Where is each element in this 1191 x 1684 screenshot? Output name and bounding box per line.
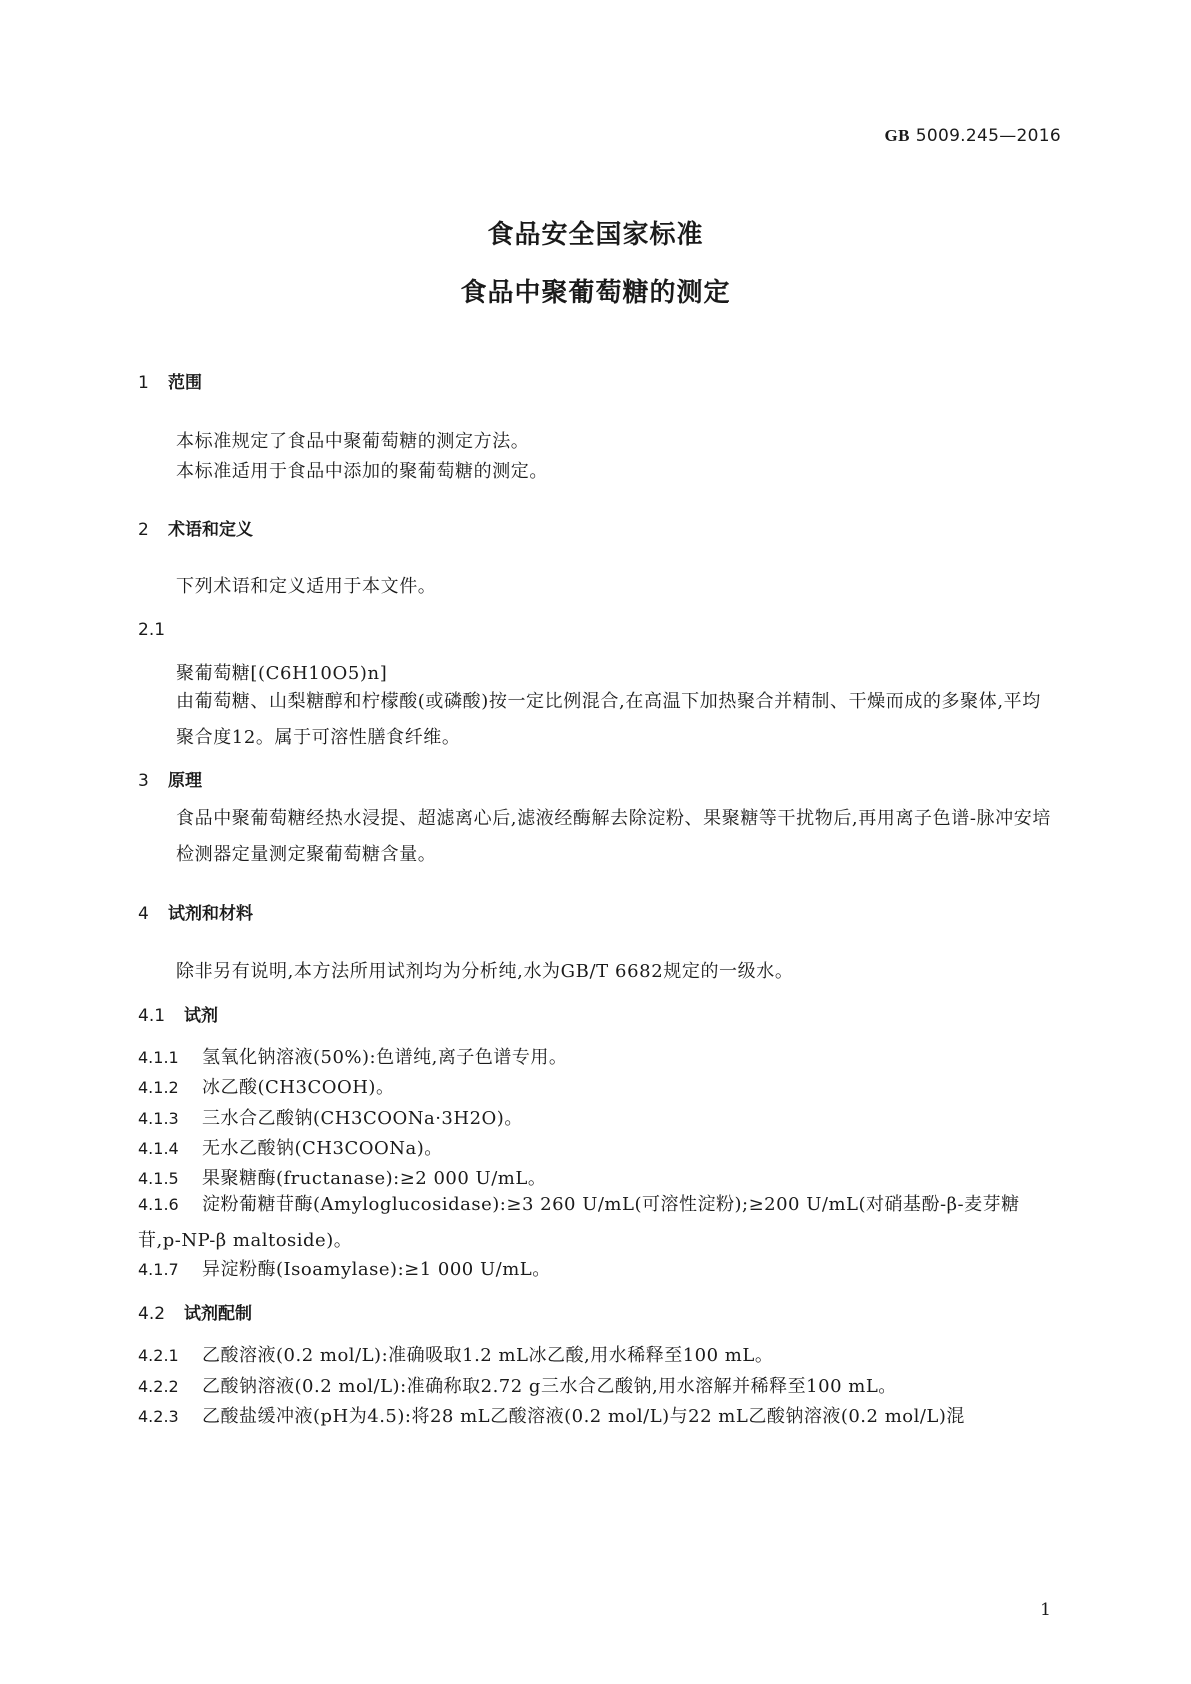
page-number: 1 (1040, 1600, 1051, 1620)
paragraph: 本标准适用于食品中添加的聚葡萄糖的测定。 (176, 461, 548, 482)
section-title: 原理 (168, 771, 202, 791)
section-number: 4 (138, 904, 149, 924)
term-name (176, 659, 387, 685)
section-title: 术语和定义 (168, 520, 253, 540)
section-number: 4.2 (138, 1304, 166, 1324)
clause-text: 冰乙酸(CH3COOH)。 (202, 1077, 395, 1098)
clause-text: 乙酸钠溶液(0.2 mol/L):准确称取2.72 g三水合乙酸钠,用水溶解并稀释至100 mL。 (202, 1376, 897, 1397)
section-title: 试剂 (184, 1006, 218, 1026)
document-subtitle: 食品中聚葡萄糖的测定 (460, 278, 731, 308)
section-heading-terms (138, 515, 253, 540)
clause-item (138, 1372, 897, 1398)
clause-item (138, 1073, 394, 1099)
section-number: 1 (138, 373, 149, 393)
clause-number: 4.1.7 (138, 1260, 179, 1279)
standard-prefix: GB (884, 126, 910, 145)
section-title: 范围 (168, 373, 202, 393)
paragraph: 除非另有说明,本方法所用试剂均为分析纯,水为GB/T 6682规定的一级水。 (176, 961, 794, 982)
clause-number: 4.1.2 (138, 1078, 179, 1097)
paragraph: 下列术语和定义适用于本文件。 (176, 576, 437, 597)
term-definition (176, 684, 1056, 756)
definition-text: 由葡萄糖、山梨糖醇和柠檬酸(或磷酸)按一定比例混合,在高温下加热聚合并精制、干燥而成的多聚体,平均聚合度12。属于可溶性膳食纤维。 (176, 691, 1041, 748)
document-title: 食品安全国家标准 (487, 220, 704, 250)
section-title: 试剂和材料 (168, 904, 253, 924)
clause-item (138, 1341, 773, 1367)
clause-number: 4.2.2 (138, 1377, 179, 1396)
clause-number: 4.1.5 (138, 1169, 179, 1188)
clause-number: 4.1.3 (138, 1109, 179, 1128)
clause-number: 4.2.3 (138, 1407, 179, 1426)
subsection-heading-reagents (138, 1001, 218, 1026)
clause-text: 乙酸溶液(0.2 mol/L):准确吸取1.2 mL冰乙酸,用水稀释至100 mL。 (202, 1345, 774, 1366)
clause-item (138, 1134, 443, 1160)
clause-item (138, 1043, 567, 1069)
section-number: 4.1 (138, 1006, 166, 1026)
section-title: 试剂配制 (184, 1304, 252, 1324)
clause-text: 果聚糖酶(fructanase):≥2 000 U/mL。 (202, 1168, 547, 1189)
standard-number: 5009.245—2016 (915, 126, 1061, 146)
clause-number: 4.2.1 (138, 1346, 179, 1365)
clause-number: 4.1.6 (138, 1195, 179, 1214)
clause-item (138, 1104, 523, 1130)
standard-code (885, 126, 1061, 146)
clause-text: 无水乙酸钠(CH3COONa)。 (202, 1138, 443, 1159)
clause-text: 乙酸盐缓冲液(pH为4.5):将28 mL乙酸溶液(0.2 mol/L)与22 mL乙酸钠溶液(0.2 mol/L)混 (202, 1406, 965, 1427)
subsection-number: 2.1 (138, 620, 166, 640)
clause-item (138, 1402, 965, 1428)
clause-item (138, 1187, 1056, 1259)
clause-number: 4.1.4 (138, 1139, 179, 1158)
clause-text: 异淀粉酶(Isoamylase):≥1 000 U/mL。 (202, 1259, 551, 1280)
term-label: 聚葡萄糖[(C6H10O5)n] (176, 663, 388, 684)
clause-text: 氢氧化钠溶液(50%):色谱纯,离子色谱专用。 (202, 1047, 568, 1068)
section-heading-reagents (138, 899, 253, 924)
paragraph: 食品中聚葡萄糖经热水浸提、超滤离心后,滤液经酶解去除淀粉、果聚糖等干扰物后,再用离子色谱-脉冲安培检测器定量测定聚葡萄糖含量。 (176, 808, 1051, 865)
clause-text: 三水合乙酸钠(CH3COONa·3H2O)。 (202, 1108, 523, 1129)
paragraph: 本标准规定了食品中聚葡萄糖的测定方法。 (176, 431, 530, 452)
section-heading-principle (138, 766, 202, 791)
subsection-heading-preparation (138, 1299, 252, 1324)
clause-number: 4.1.1 (138, 1048, 179, 1067)
clause-item (138, 1255, 551, 1281)
section-number: 2 (138, 520, 149, 540)
clause-text: 淀粉葡糖苷酶(Amyloglucosidase):≥3 260 U/mL(可溶性淀粉);≥200 U/mL(对硝基酚-β-麦芽糖苷,p-NP-β maltoside)。 (138, 1194, 1020, 1251)
section-number: 3 (138, 771, 149, 791)
section-heading-scope (138, 368, 202, 393)
